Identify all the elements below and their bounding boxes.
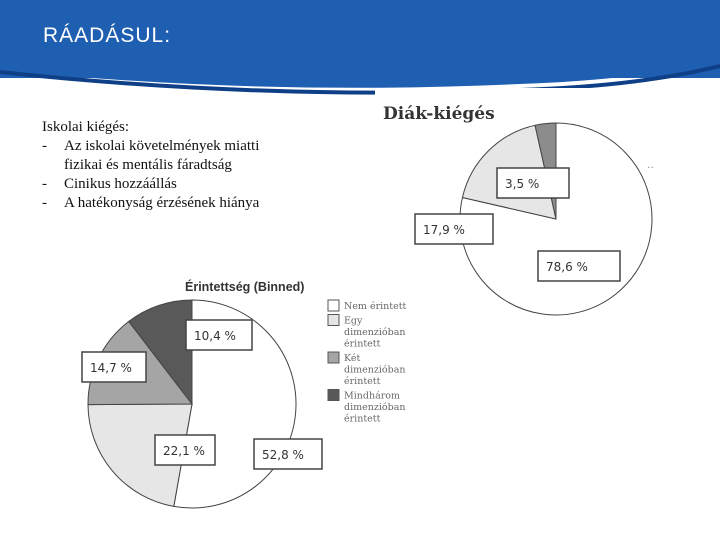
data-label: 3,5 % bbox=[505, 177, 540, 191]
bullet-text: Az iskolai követelmények miatti fizikai és mentális fáradtság bbox=[64, 138, 260, 173]
data-label: 14,7 % bbox=[90, 361, 132, 375]
chart-title: Érintettség (Binned) bbox=[185, 280, 305, 294]
slide-title: RÁADÁSUL: bbox=[43, 24, 172, 47]
bullet-text: Cinikus hozzáállás bbox=[64, 176, 177, 192]
diak-kiegés-pie-chart bbox=[375, 88, 665, 326]
header-bar bbox=[0, 0, 720, 78]
data-label: 10,4 % bbox=[194, 329, 236, 343]
chart-title: Diák-kiégés bbox=[383, 104, 495, 124]
legend-label: Mindhárom dimenzióban érintett bbox=[344, 390, 406, 425]
data-label: 52,8 % bbox=[262, 448, 304, 462]
erintettseg-pie-chart bbox=[60, 268, 412, 520]
legend-label: Egy dimenzióban érintett bbox=[344, 315, 406, 350]
legend-swatch bbox=[328, 352, 339, 363]
bullet-item bbox=[42, 175, 262, 194]
legend-swatch bbox=[328, 300, 339, 311]
intro-text: Iskolai kiégés: bbox=[42, 119, 130, 135]
bullet-dash: - bbox=[42, 195, 47, 211]
bullet-item bbox=[42, 194, 262, 213]
legend-label: Nem érintett bbox=[344, 301, 407, 312]
data-label: 22,1 % bbox=[163, 444, 205, 458]
bullet-dash: - bbox=[42, 176, 47, 192]
bullet-text-block bbox=[42, 118, 262, 213]
legend-swatch bbox=[328, 390, 339, 401]
legend-swatch bbox=[328, 315, 339, 326]
bullet-item bbox=[42, 137, 262, 175]
bullet-dash: - bbox=[42, 138, 47, 154]
data-label: 17,9 % bbox=[423, 223, 465, 237]
bullet-text: A hatékonyság érzésének hiánya bbox=[64, 195, 260, 211]
decor-dots: .. bbox=[647, 158, 654, 171]
legend-label: Két dimenzióban érintett bbox=[344, 353, 406, 387]
data-label: 78,6 % bbox=[546, 260, 588, 274]
